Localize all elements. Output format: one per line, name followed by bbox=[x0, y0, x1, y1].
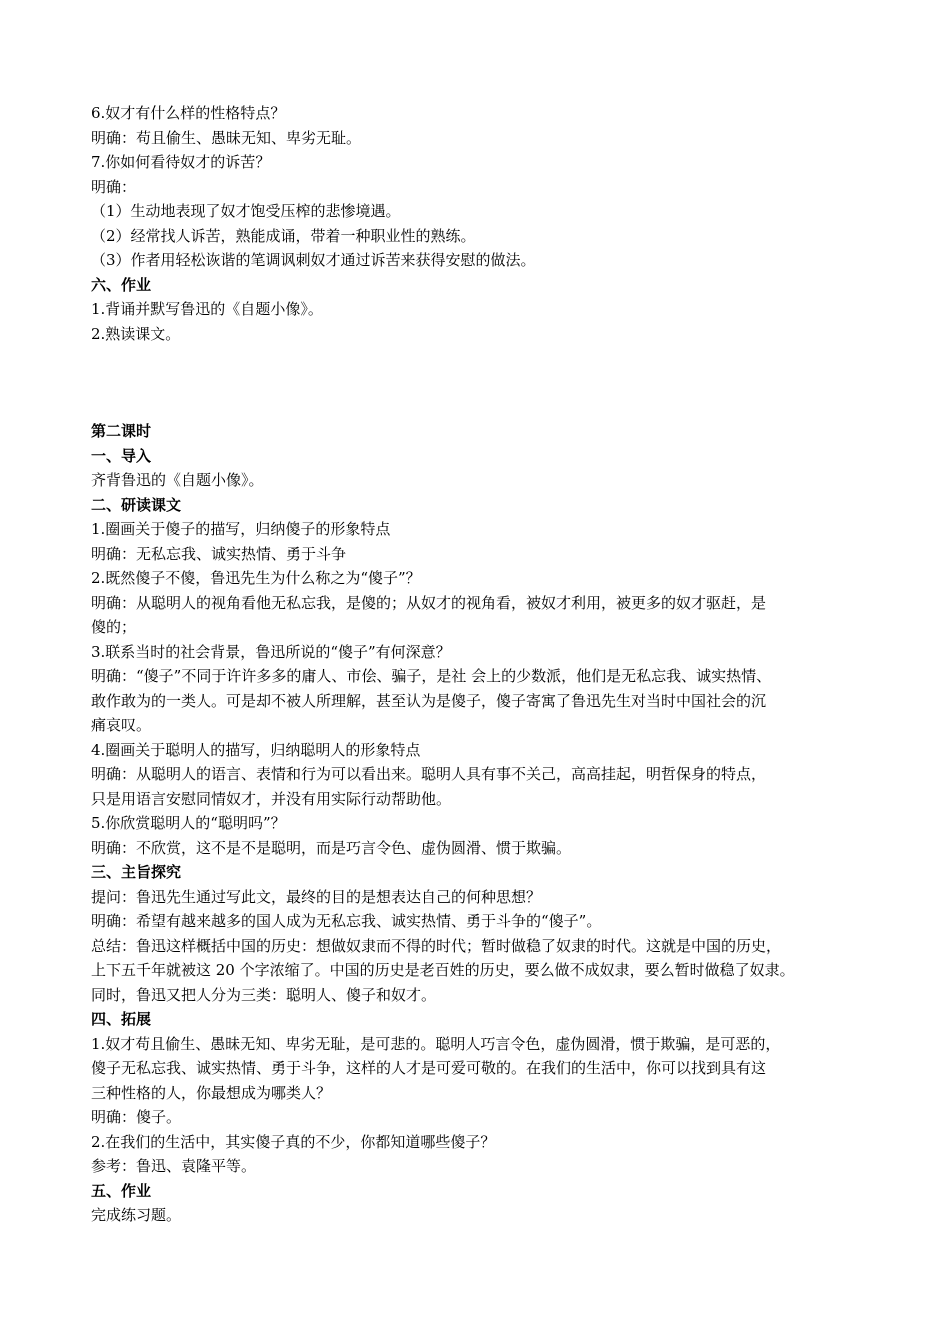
study-line: 明确：从聪明人的语言、表情和行为可以看出来。聪明人具有事不关己，高高挂起，明哲保身的特点， bbox=[91, 765, 767, 783]
extend-line: 1.奴才苟且偷生、愚昧无知、卑劣无耻，是可悲的。聪明人巧言令色，虚伪圆滑，惯于欺骗，是可恶的， bbox=[91, 1034, 781, 1053]
intro-heading: 一、导入 bbox=[91, 446, 152, 465]
study-line: 1.圈画关于傻子的描写，归纳傻子的形象特点 bbox=[91, 520, 391, 538]
study-line: 傻的； bbox=[91, 618, 137, 636]
extend-line: 参考：鲁迅、袁隆平等。 bbox=[91, 1157, 257, 1175]
study-line: 5.你欣赏聪明人的“聪明吗”？ bbox=[91, 814, 286, 832]
study-line: 明确：无私忘我、诚实热情、勇于斗争 bbox=[91, 544, 347, 563]
study-line: 敢作敢为的一类人。可是却不被人所理解，甚至认为是傻子，傻子寄寓了鲁迅先生对当时中国社会的沉 bbox=[91, 691, 767, 710]
extend-heading: 四、拓展 bbox=[91, 1010, 152, 1028]
theme-line: 明确：希望有越来越多的国人成为无私忘我、诚实热情、勇于斗争的“傻子”。 bbox=[91, 912, 602, 930]
homework-item-2: 2.熟读课文。 bbox=[91, 324, 181, 343]
homework-text: 完成练习题。 bbox=[91, 1206, 182, 1224]
lesson-title: 第二课时 bbox=[91, 422, 152, 440]
theme-line: 总结：鲁迅这样概括中国的历史：想做奴隶而不得的时代；暂时做稳了奴隶的时代。这就是中国的历史， bbox=[91, 936, 782, 955]
answer-7-point-2: （2）经常找人诉苦，熟能成诵，带着一种职业性的熟练。 bbox=[91, 226, 476, 245]
answer-7-point-3: （3）作者用轻松诙谐的笔调讽刺奴才通过诉苦来获得安慰的做法。 bbox=[91, 251, 536, 269]
extend-line: 傻子无私忘我、诚实热情、勇于斗争，这样的人才是可爱可敬的。在我们的生活中，你可以找到具有这 bbox=[91, 1059, 767, 1077]
study-line: 明确：不欣赏，这不是不是聪明，而是巧言令色、虚伪圆滑、惯于欺骗。 bbox=[91, 838, 572, 857]
theme-line: 提问：鲁迅先生通过写此文，最终的目的是想表达自己的何种思想？ bbox=[91, 887, 542, 906]
extend-line: 2.在我们的生活中，其实傻子真的不少，你都知道哪些傻子？ bbox=[91, 1132, 496, 1151]
homework-heading-1: 六、作业 bbox=[91, 275, 152, 294]
study-heading: 二、研读课文 bbox=[91, 495, 182, 514]
extend-line: 三种性格的人，你最想成为哪类人？ bbox=[91, 1083, 332, 1102]
study-line: 只是用语言安慰同情奴才，并没有用实际行动帮助他。 bbox=[91, 789, 452, 808]
theme-line: 上下五千年就被这 20 个字浓缩了。中国的历史是老百姓的历史，要么做不成奴隶，要么暂时做稳了奴隶。 bbox=[91, 961, 795, 979]
study-line: 明确：从聪明人的视角看他无私忘我，是傻的；从奴才的视角看，被奴才利用，被更多的奴才驱赶，是 bbox=[91, 593, 767, 612]
question-7: 7.你如何看待奴才的诉苦？ bbox=[91, 153, 271, 171]
homework-item-1: 1.背诵并默写鲁迅的《自题小像》。 bbox=[91, 300, 323, 318]
theme-line: 同时，鲁迅又把人分为三类：聪明人、傻子和奴才。 bbox=[91, 985, 437, 1004]
study-line: 明确：“傻子”不同于许许多多的庸人、市侩、骗子，是社 会上的少数派，他们是无私忘我、诚实热情、 bbox=[91, 667, 772, 685]
study-line: 痛哀叹。 bbox=[91, 716, 152, 734]
document-page bbox=[91, 101, 876, 1228]
extend-line: 明确：傻子。 bbox=[91, 1108, 182, 1126]
answer-6: 明确：苟且偷生、愚昧无知、卑劣无耻。 bbox=[91, 128, 362, 147]
study-line: 2.既然傻子不傻，鲁迅先生为什么称之为“傻子”？ bbox=[91, 569, 421, 587]
study-line: 4.圈画关于聪明人的描写，归纳聪明人的形象特点 bbox=[91, 740, 421, 759]
answer-7-point-1: （1）生动地表现了奴才饱受压榨的悲惨境遇。 bbox=[91, 202, 401, 220]
question-6: 6.奴才有什么样的性格特点？ bbox=[91, 104, 286, 122]
homework-heading-2: 五、作业 bbox=[91, 1181, 152, 1200]
answer-7-label: 明确： bbox=[91, 177, 137, 196]
intro-text: 齐背鲁迅的《自题小像》。 bbox=[91, 471, 264, 489]
section-spacer bbox=[91, 346, 876, 419]
theme-heading: 三、主旨探究 bbox=[91, 863, 182, 881]
study-line: 3.联系当时的社会背景，鲁迅所说的“傻子”有何深意？ bbox=[91, 642, 451, 661]
